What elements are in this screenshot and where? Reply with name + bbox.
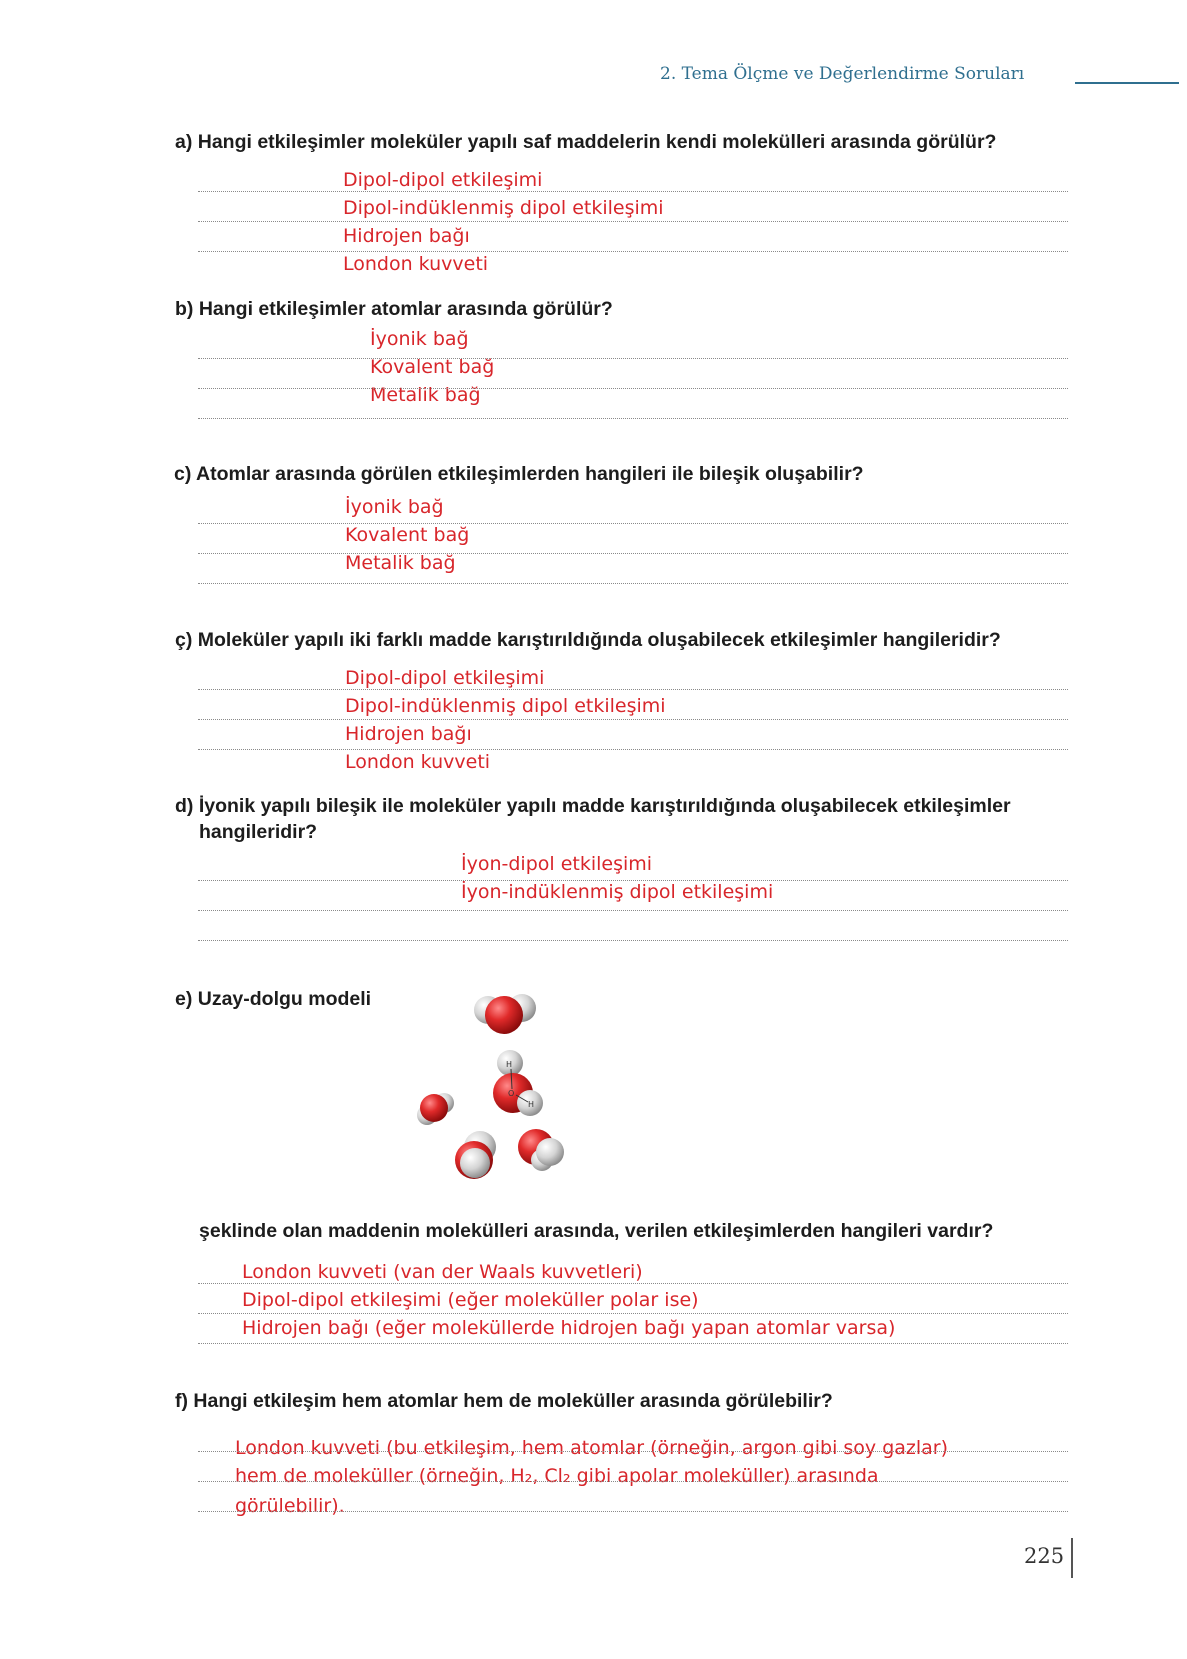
answer-line: London kuvveti (bu etkileşim, hem atomlar (örneğin, argon gibi soy gazlar)	[235, 1437, 949, 1459]
answer-line: London kuvveti (van der Waals kuvvetleri)	[242, 1261, 643, 1283]
answer-line: Dipol-indüklenmiş dipol etkileşimi	[343, 197, 664, 219]
dotted-line	[198, 523, 1068, 524]
answer-line: Dipol-dipol etkileşimi	[343, 169, 543, 191]
dotted-line	[198, 1343, 1068, 1344]
question-f-text: f) Hangi etkileşim hem atomlar hem de moleküller arasında görülebilir?	[175, 1390, 833, 1412]
atom-label: H	[528, 1100, 535, 1109]
dotted-line	[198, 418, 1068, 419]
answer-line: Dipol-dipol etkileşimi (eğer moleküller polar ise)	[242, 1289, 699, 1311]
answer-line: Dipol-dipol etkileşimi	[345, 667, 545, 689]
answer-line: İyon-dipol etkileşimi	[461, 853, 653, 875]
dotted-line	[198, 1481, 1068, 1482]
dotted-line	[198, 880, 1068, 881]
answer-line: görülebilir).	[235, 1495, 345, 1517]
answer-line: İyonik bağ	[370, 328, 469, 350]
dotted-line	[198, 583, 1068, 584]
dotted-line	[198, 719, 1068, 720]
question-cc-text: ç) Moleküler yapılı iki farklı madde karıştırıldığında oluşabilecek etkileşimler hangileridir?	[175, 629, 1001, 651]
answer-line: Metalik bağ	[370, 384, 481, 406]
dotted-line	[198, 358, 1068, 359]
header-rule	[1075, 82, 1179, 84]
question-e-text: e) Uzay-dolgu modeli	[175, 988, 372, 1010]
dotted-line	[198, 553, 1068, 554]
water-molecule	[455, 1131, 496, 1179]
dotted-line	[198, 749, 1068, 750]
answer-line: Dipol-indüklenmiş dipol etkileşimi	[345, 695, 666, 717]
question-a-text: a) Hangi etkileşimler moleküler yapılı saf maddelerin kendi molekülleri arasında görülür?	[175, 131, 997, 153]
answer-line: Metalik bağ	[345, 552, 456, 574]
oxygen-atom	[420, 1094, 448, 1122]
page-number-bar	[1071, 1538, 1073, 1578]
answer-line: London kuvveti	[345, 751, 491, 773]
answer-line: İyon-indüklenmiş dipol etkileşimi	[461, 881, 774, 903]
answer-line: Hidrojen bağı	[345, 723, 472, 745]
dotted-line	[198, 1451, 1068, 1452]
dotted-line	[198, 388, 1068, 389]
dotted-line	[198, 910, 1068, 911]
water-molecule	[417, 1093, 454, 1125]
water-molecules-figure	[400, 985, 600, 1200]
dotted-line	[198, 940, 1068, 941]
water-molecule	[518, 1129, 564, 1171]
dotted-line	[198, 221, 1068, 222]
page-number: 225	[1024, 1544, 1065, 1568]
hydrogen-atom	[460, 1148, 490, 1178]
dotted-line	[198, 251, 1068, 252]
dotted-line	[198, 191, 1068, 192]
dotted-line	[198, 1283, 1068, 1284]
question-b-text: b) Hangi etkileşimler atomlar arasında görülür?	[175, 298, 613, 320]
question-c-text: c) Atomlar arasında görülen etkileşimlerden hangileri ile bileşik oluşabilir?	[174, 463, 864, 485]
water-molecule-labeled	[493, 1050, 543, 1116]
question-d-text-cont: hangileridir?	[199, 821, 318, 843]
water-molecule	[474, 994, 536, 1034]
answer-line: Kovalent bağ	[345, 524, 470, 546]
answer-line: Kovalent bağ	[370, 356, 495, 378]
answer-line: Hidrojen bağı	[343, 225, 470, 247]
answer-line: İyonik bağ	[345, 496, 444, 518]
question-e-text-cont: şeklinde olan maddenin molekülleri arasında, verilen etkileşimlerden hangileri vardır?	[199, 1220, 994, 1242]
dotted-line	[198, 689, 1068, 690]
answer-line: London kuvveti	[343, 253, 489, 275]
atom-label: H	[506, 1060, 513, 1069]
oxygen-atom	[485, 996, 523, 1034]
dotted-line	[198, 1511, 1068, 1512]
question-d-text: d) İyonik yapılı bileşik ile moleküler yapılı madde karıştırıldığında oluşabilecek etkileşimler	[175, 795, 1011, 817]
answer-line: Hidrojen bağı (eğer moleküllerde hidrojen bağı yapan atomlar varsa)	[242, 1317, 896, 1339]
hydrogen-atom	[536, 1138, 564, 1166]
section-title: 2. Tema Ölçme ve Değerlendirme Soruları	[660, 64, 1025, 84]
dotted-line	[198, 1313, 1068, 1314]
answer-line: hem de moleküller (örneğin, H₂, Cl₂ gibi apolar moleküller) arasında	[235, 1465, 879, 1487]
atom-label: O	[508, 1089, 515, 1098]
